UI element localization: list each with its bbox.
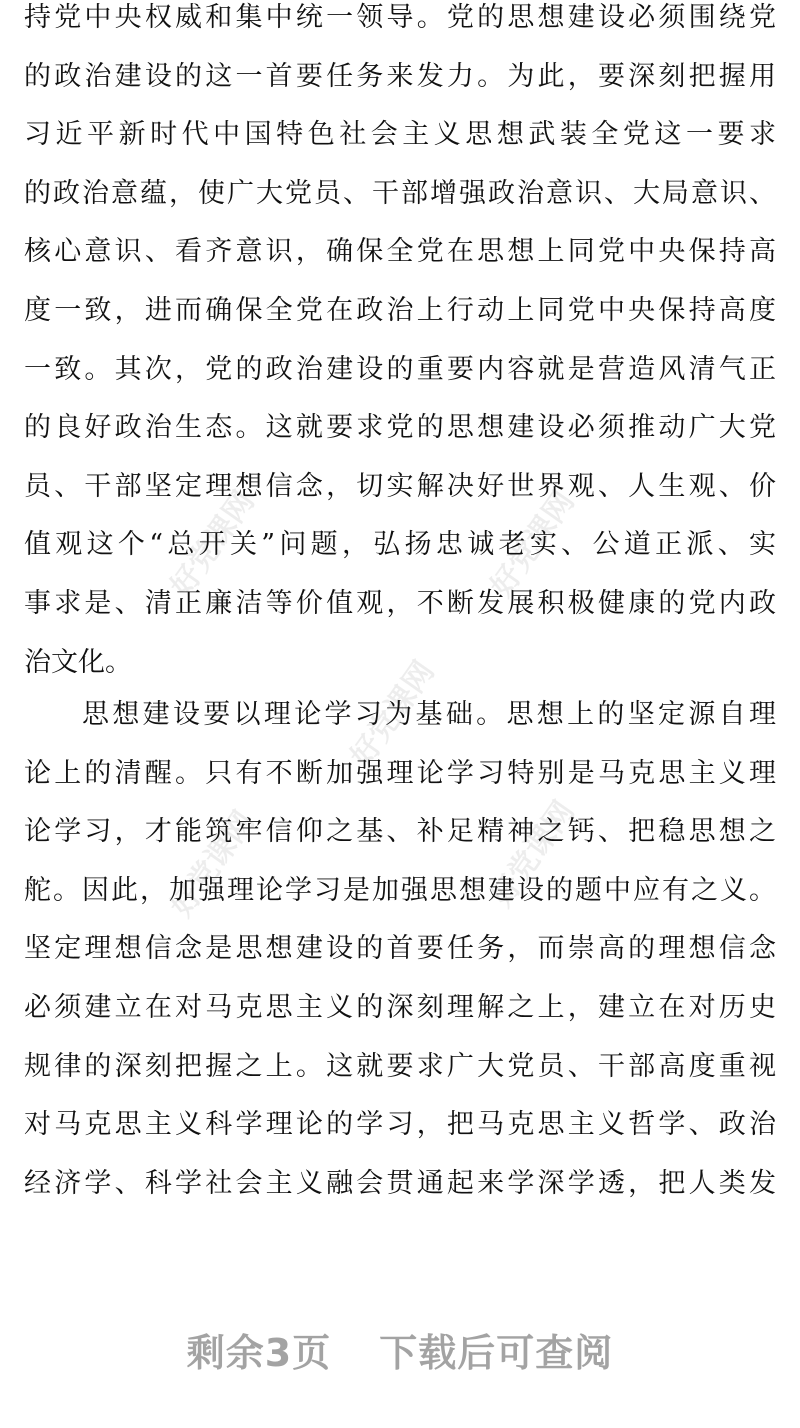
watermark: 好党课网 bbox=[344, 654, 442, 774]
text-line: 核心意识、看齐意识，确保全党在思想上同党中央保持高 bbox=[24, 236, 776, 268]
text-line: 经济学、科学社会主义融会贯通起来学深学透，把人类发 bbox=[24, 1167, 776, 1199]
paragraph-2 bbox=[24, 686, 776, 1213]
download-hint-text: 下载后可查阅 bbox=[379, 1331, 614, 1375]
watermark: 好党课网 bbox=[164, 804, 262, 924]
watermark: 好党课网 bbox=[164, 484, 262, 604]
text-line: 坚定理想信念是思想建设的首要任务，而崇高的理想信念 bbox=[24, 933, 776, 965]
text-line: 的政治意蕴，使广大党员、干部增强政治意识、大局意识、 bbox=[24, 177, 776, 209]
text-line: 舵。因此，加强理论学习是加强思想建设的题中应有之义。 bbox=[24, 874, 776, 906]
text-line: 员、干部坚定理想信念，切实解决好世界观、人生观、价 bbox=[24, 470, 776, 502]
text-line: 思想建设要以理论学习为基础。思想上的坚定源自理 bbox=[82, 699, 776, 730]
watermark: 好党课网 bbox=[484, 794, 582, 914]
text-line: 持党中央权威和集中统一领导。党的思想建设必须围绕党 bbox=[24, 2, 776, 33]
remaining-pages-text: 剩余3页 bbox=[186, 1331, 332, 1375]
text-line: 事求是、清正廉洁等价值观，不断发展积极健康的党内政 bbox=[24, 587, 776, 619]
text-line: 论上的清醒。只有不断加强理论学习特别是马克思主义理 bbox=[24, 757, 776, 789]
text-line: 一致。其次，党的政治建设的重要内容就是营造风清气正 bbox=[24, 353, 776, 385]
text-line: 规律的深刻把握之上。这就要求广大党员、干部高度重视 bbox=[24, 1050, 776, 1082]
text-line: 对马克思主义科学理论的学习，把马克思主义哲学、政治 bbox=[24, 1109, 776, 1141]
text-line: 习近平新时代中国特色社会主义思想武装全党这一要求 bbox=[24, 119, 776, 151]
text-line: 论学习，才能筑牢信仰之基、补足精神之钙、把稳思想之 bbox=[24, 816, 776, 848]
watermark: 好党课网 bbox=[484, 484, 582, 604]
paragraph-1 bbox=[24, 0, 776, 692]
text-line: 的政治建设的这一首要任务来发力。为此，要深刻把握用 bbox=[24, 60, 776, 92]
text-line: 值观这个“总开关”问题，弘扬忠诚老实、公道正派、实 bbox=[24, 529, 776, 561]
text-line: 治文化。 bbox=[24, 646, 132, 678]
text-line: 的良好政治生态。这就要求党的思想建设必须推动广大党 bbox=[24, 412, 776, 444]
text-line: 必须建立在对马克思主义的深刻理解之上，建立在对历史 bbox=[24, 991, 776, 1023]
text-line: 度一致，进而确保全党在政治上行动上同党中央保持高度 bbox=[24, 294, 776, 326]
download-prompt[interactable] bbox=[0, 1322, 800, 1377]
